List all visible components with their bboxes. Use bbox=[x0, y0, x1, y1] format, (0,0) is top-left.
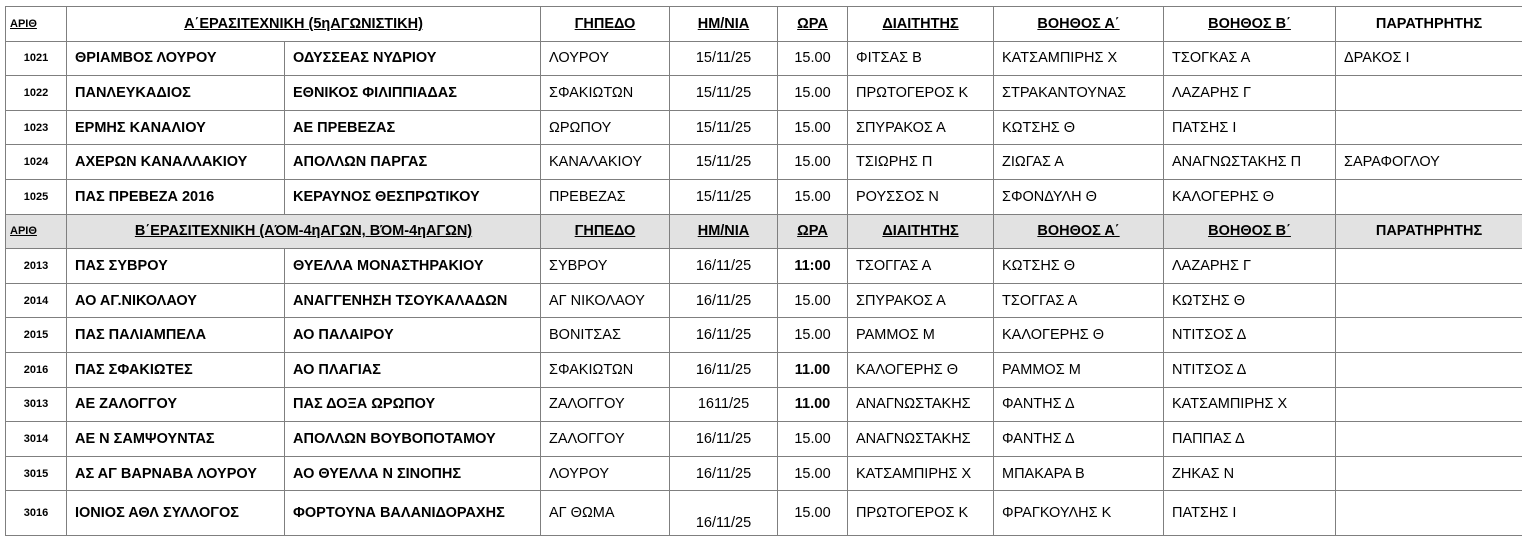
assistant-1-name: ΣΤΡΑΚΑΝΤΟΥΝΑΣ bbox=[994, 76, 1164, 111]
header-time: ΩΡΑ bbox=[778, 7, 848, 42]
table-row bbox=[6, 387, 1522, 422]
referee-name: ΦΙΤΣΑΣ Β bbox=[848, 41, 994, 76]
observer-name bbox=[1336, 456, 1522, 491]
match-code: 3014 bbox=[6, 422, 67, 457]
section-b-title: Β΄ΕΡΑΣΙΤΕΧΝΙΚΗ (ΑΌΜ-4ηΑΓΩΝ, ΒΌΜ-4ηΑΓΩΝ) bbox=[67, 214, 541, 249]
observer-name: ΔΡΑΚΟΣ Ι bbox=[1336, 41, 1522, 76]
match-date: 16/11/25 bbox=[670, 352, 778, 387]
assistant-1-name: ΦΑΝΤΗΣ Δ bbox=[994, 422, 1164, 457]
field-name: ΣΥΒΡΟΥ bbox=[541, 249, 670, 284]
match-date: 1611/25 bbox=[670, 387, 778, 422]
section-a-title: Α΄ΕΡΑΣΙΤΕΧΝΙΚΗ (5ηΑΓΩΝΙΣΤΙΚΗ) bbox=[67, 7, 541, 42]
header-time: ΩΡΑ bbox=[778, 214, 848, 249]
match-code: 2013 bbox=[6, 249, 67, 284]
header-observer: ΠΑΡΑΤΗΡΗΤΗΣ bbox=[1336, 7, 1522, 42]
away-team: ΕΘΝΙΚΟΣ ΦΙΛΙΠΠΙΑΔΑΣ bbox=[285, 76, 541, 111]
assistant-1-name: ΦΑΝΤΗΣ Δ bbox=[994, 387, 1164, 422]
header-code: ΑΡΙΘ bbox=[6, 7, 67, 42]
match-date: 16/11/25 bbox=[670, 318, 778, 353]
assistant-2-name: ΠΑΠΠΑΣ Δ bbox=[1164, 422, 1336, 457]
table-row bbox=[6, 456, 1522, 491]
assistant-1-name: ΚΩΤΣΗΣ Θ bbox=[994, 249, 1164, 284]
match-code: 1023 bbox=[6, 110, 67, 145]
home-team: ΘΡΙΑΜΒΟΣ ΛΟΥΡΟΥ bbox=[67, 41, 285, 76]
home-team: ΑΕ Ν ΣΑΜΨΟΥΝΤΑΣ bbox=[67, 422, 285, 457]
away-team: ΠΑΣ ΔΟΞΑ ΩΡΩΠΟΥ bbox=[285, 387, 541, 422]
match-code: 3016 bbox=[6, 491, 67, 536]
referee-name: ΚΑΛΟΓΕΡΗΣ Θ bbox=[848, 352, 994, 387]
observer-name bbox=[1336, 249, 1522, 284]
table-row bbox=[6, 318, 1522, 353]
table-row bbox=[6, 283, 1522, 318]
table-row bbox=[6, 145, 1522, 180]
assistant-2-name: ΚΑΤΣΑΜΠΙΡΗΣ Χ bbox=[1164, 387, 1336, 422]
match-time: 11.00 bbox=[778, 352, 848, 387]
assistant-1-name: ΤΣΟΓΓΑΣ Α bbox=[994, 283, 1164, 318]
referee-name: ΠΡΩΤΟΓΕΡΟΣ Κ bbox=[848, 491, 994, 536]
assistant-2-name: ΤΣΟΓΚΑΣ Α bbox=[1164, 41, 1336, 76]
match-date: 16/11/25 bbox=[670, 249, 778, 284]
match-code: 1021 bbox=[6, 41, 67, 76]
away-team: ΚΕΡΑΥΝΟΣ ΘΕΣΠΡΩΤΙΚΟΥ bbox=[285, 179, 541, 214]
referee-name: ΠΡΩΤΟΓΕΡΟΣ Κ bbox=[848, 76, 994, 111]
away-team: ΦΟΡΤΟΥΝΑ ΒΑΛΑΝΙΔΟΡΑΧΗΣ bbox=[285, 491, 541, 536]
section-a-header bbox=[6, 7, 1522, 42]
observer-name bbox=[1336, 422, 1522, 457]
match-time: 15.00 bbox=[778, 145, 848, 180]
table-row bbox=[6, 249, 1522, 284]
match-time: 11.00 bbox=[778, 387, 848, 422]
table-row bbox=[6, 179, 1522, 214]
assistant-2-name: ΝΤΙΤΣΟΣ Δ bbox=[1164, 352, 1336, 387]
away-team: ΑΠΟΛΛΩΝ ΠΑΡΓΑΣ bbox=[285, 145, 541, 180]
assistant-2-name: ΑΝΑΓΝΩΣΤΑΚΗΣ Π bbox=[1164, 145, 1336, 180]
match-date: 15/11/25 bbox=[670, 41, 778, 76]
field-name: ΒΟΝΙΤΣΑΣ bbox=[541, 318, 670, 353]
field-name: ΣΦΑΚΙΩΤΩΝ bbox=[541, 352, 670, 387]
away-team: ΘΥΕΛΛΑ ΜΟΝΑΣΤΗΡΑΚΙΟΥ bbox=[285, 249, 541, 284]
assistant-1-name: ΚΑΛΟΓΕΡΗΣ Θ bbox=[994, 318, 1164, 353]
assistant-2-name: ΚΩΤΣΗΣ Θ bbox=[1164, 283, 1336, 318]
header-date: ΗΜ/ΝΙΑ bbox=[670, 7, 778, 42]
referee-name: ΣΠΥΡΑΚΟΣ Α bbox=[848, 283, 994, 318]
referee-name: ΚΑΤΣΑΜΠΙΡΗΣ Χ bbox=[848, 456, 994, 491]
home-team: ΠΑΣ ΣΦΑΚΙΩΤΕΣ bbox=[67, 352, 285, 387]
match-time: 15.00 bbox=[778, 422, 848, 457]
header-observer: ΠΑΡΑΤΗΡΗΤΗΣ bbox=[1336, 214, 1522, 249]
field-name: ΣΦΑΚΙΩΤΩΝ bbox=[541, 76, 670, 111]
observer-name bbox=[1336, 283, 1522, 318]
header-referee: ΔΙΑΙΤΗΤΗΣ bbox=[848, 214, 994, 249]
field-name: ΛΟΥΡΟΥ bbox=[541, 456, 670, 491]
match-time: 15.00 bbox=[778, 491, 848, 536]
match-time: 15.00 bbox=[778, 456, 848, 491]
field-name: ΖΑΛΟΓΓΟΥ bbox=[541, 422, 670, 457]
home-team: ΙΟΝΙΟΣ ΑΘΛ ΣΥΛΛΟΓΟΣ bbox=[67, 491, 285, 536]
header-date: ΗΜ/ΝΙΑ bbox=[670, 214, 778, 249]
away-team: ΑΝΑΓΓΕΝΗΣΗ ΤΣΟΥΚΑΛΑΔΩΝ bbox=[285, 283, 541, 318]
referee-name: ΤΣΟΓΓΑΣ Α bbox=[848, 249, 994, 284]
table-row bbox=[6, 76, 1522, 111]
match-time: 15.00 bbox=[778, 110, 848, 145]
field-name: ΛΟΥΡΟΥ bbox=[541, 41, 670, 76]
match-date: 15/11/25 bbox=[670, 76, 778, 111]
match-code: 2016 bbox=[6, 352, 67, 387]
match-time: 15.00 bbox=[778, 283, 848, 318]
field-name: ΖΑΛΟΓΓΟΥ bbox=[541, 387, 670, 422]
home-team: ΠΑΣ ΠΡΕΒΕΖΑ 2016 bbox=[67, 179, 285, 214]
observer-name bbox=[1336, 387, 1522, 422]
away-team: ΑΟ ΠΑΛΑΙΡΟΥ bbox=[285, 318, 541, 353]
referee-name: ΣΠΥΡΑΚΟΣ Α bbox=[848, 110, 994, 145]
observer-name bbox=[1336, 352, 1522, 387]
match-date: 16/11/25 bbox=[670, 422, 778, 457]
assistant-2-name: ΝΤΙΤΣΟΣ Δ bbox=[1164, 318, 1336, 353]
observer-name bbox=[1336, 491, 1522, 536]
referee-name: ΤΣΙΩΡΗΣ Π bbox=[848, 145, 994, 180]
table-row bbox=[6, 41, 1522, 76]
away-team: ΑΟ ΠΛΑΓΙΑΣ bbox=[285, 352, 541, 387]
referee-name: ΡΑΜΜΟΣ Μ bbox=[848, 318, 994, 353]
assistant-2-name: ΠΑΤΣΗΣ Ι bbox=[1164, 110, 1336, 145]
field-name: ΠΡΕΒΕΖΑΣ bbox=[541, 179, 670, 214]
observer-name bbox=[1336, 110, 1522, 145]
away-team: ΑΟ ΘΥΕΛΛΑ Ν ΣΙΝΟΠΗΣ bbox=[285, 456, 541, 491]
home-team: ΠΑΝΛΕΥΚΑΔΙΟΣ bbox=[67, 76, 285, 111]
home-team: ΑΧΕΡΩΝ ΚΑΝΑΛΛΑΚΙΟΥ bbox=[67, 145, 285, 180]
match-time: 15.00 bbox=[778, 318, 848, 353]
assistant-1-name: ΡΑΜΜΟΣ Μ bbox=[994, 352, 1164, 387]
assistant-1-name: ΜΠΑΚΑΡΑ Β bbox=[994, 456, 1164, 491]
section-b-header bbox=[6, 214, 1522, 249]
header-field: ΓΗΠΕΔΟ bbox=[541, 214, 670, 249]
referee-name: ΑΝΑΓΝΩΣΤΑΚΗΣ bbox=[848, 387, 994, 422]
fixtures-table bbox=[5, 6, 1522, 536]
header-assistant-2: ΒΟΗΘΟΣ Β΄ bbox=[1164, 214, 1336, 249]
assistant-2-name: ΚΑΛΟΓΕΡΗΣ Θ bbox=[1164, 179, 1336, 214]
header-assistant-1: ΒΟΗΘΟΣ Α΄ bbox=[994, 214, 1164, 249]
observer-name: ΣΑΡΑΦΟΓΛΟΥ bbox=[1336, 145, 1522, 180]
field-name: ΑΓ ΝΙΚΟΛΑΟΥ bbox=[541, 283, 670, 318]
home-team: ΑΕ ΖΑΛΟΓΓΟΥ bbox=[67, 387, 285, 422]
home-team: ΑΟ ΑΓ.ΝΙΚΟΛΑΟΥ bbox=[67, 283, 285, 318]
away-team: ΟΔΥΣΣΕΑΣ ΝΥΔΡΙΟΥ bbox=[285, 41, 541, 76]
away-team: ΑΕ ΠΡΕΒΕΖΑΣ bbox=[285, 110, 541, 145]
field-name: ΩΡΩΠΟΥ bbox=[541, 110, 670, 145]
header-assistant-2: ΒΟΗΘΟΣ Β΄ bbox=[1164, 7, 1336, 42]
match-date: 15/11/25 bbox=[670, 179, 778, 214]
observer-name bbox=[1336, 318, 1522, 353]
match-time: 15.00 bbox=[778, 76, 848, 111]
assistant-1-name: ΣΦΟΝΔΥΛΗ Θ bbox=[994, 179, 1164, 214]
assistant-1-name: ΖΙΩΓΑΣ Α bbox=[994, 145, 1164, 180]
home-team: ΠΑΣ ΠΑΛΙΑΜΠΕΛΑ bbox=[67, 318, 285, 353]
referee-name: ΑΝΑΓΝΩΣΤΑΚΗΣ bbox=[848, 422, 994, 457]
assistant-1-name: ΚΑΤΣΑΜΠΙΡΗΣ Χ bbox=[994, 41, 1164, 76]
observer-name bbox=[1336, 76, 1522, 111]
header-code: ΑΡΙΘ bbox=[6, 214, 67, 249]
assistant-2-name: ΠΑΤΣΗΣ Ι bbox=[1164, 491, 1336, 536]
assistant-2-name: ΛΑΖΑΡΗΣ Γ bbox=[1164, 76, 1336, 111]
field-name: ΑΓ ΘΩΜΑ bbox=[541, 491, 670, 536]
match-code: 2015 bbox=[6, 318, 67, 353]
match-date: 16/11/25 bbox=[670, 283, 778, 318]
header-assistant-1: ΒΟΗΘΟΣ Α΄ bbox=[994, 7, 1164, 42]
match-code: 3013 bbox=[6, 387, 67, 422]
match-code: 1022 bbox=[6, 76, 67, 111]
assistant-1-name: ΚΩΤΣΗΣ Θ bbox=[994, 110, 1164, 145]
match-time: 11:00 bbox=[778, 249, 848, 284]
home-team: ΠΑΣ ΣΥΒΡΟΥ bbox=[67, 249, 285, 284]
table-row bbox=[6, 491, 1522, 536]
home-team: ΑΣ ΑΓ ΒΑΡΝΑΒΑ ΛΟΥΡΟΥ bbox=[67, 456, 285, 491]
match-time: 15.00 bbox=[778, 179, 848, 214]
home-team: ΕΡΜΗΣ ΚΑΝΑΛΙΟΥ bbox=[67, 110, 285, 145]
away-team: ΑΠΟΛΛΩΝ ΒΟΥΒΟΠΟΤΑΜΟΥ bbox=[285, 422, 541, 457]
assistant-2-name: ΛΑΖΑΡΗΣ Γ bbox=[1164, 249, 1336, 284]
match-code: 2014 bbox=[6, 283, 67, 318]
match-date: 16/11/25 bbox=[670, 456, 778, 491]
table-row bbox=[6, 110, 1522, 145]
referee-name: ΡΟΥΣΣΟΣ Ν bbox=[848, 179, 994, 214]
observer-name bbox=[1336, 179, 1522, 214]
match-date: 15/11/25 bbox=[670, 145, 778, 180]
field-name: ΚΑΝΑΛΑΚΙΟΥ bbox=[541, 145, 670, 180]
match-time: 15.00 bbox=[778, 41, 848, 76]
assistant-1-name: ΦΡΑΓΚΟΥΛΗΣ Κ bbox=[994, 491, 1164, 536]
header-field: ΓΗΠΕΔΟ bbox=[541, 7, 670, 42]
header-referee: ΔΙΑΙΤΗΤΗΣ bbox=[848, 7, 994, 42]
match-code: 3015 bbox=[6, 456, 67, 491]
table-row bbox=[6, 352, 1522, 387]
match-code: 1024 bbox=[6, 145, 67, 180]
table-row bbox=[6, 422, 1522, 457]
assistant-2-name: ΖΗΚΑΣ Ν bbox=[1164, 456, 1336, 491]
match-date: 16/11/25 bbox=[670, 491, 778, 536]
match-code: 1025 bbox=[6, 179, 67, 214]
match-date: 15/11/25 bbox=[670, 110, 778, 145]
